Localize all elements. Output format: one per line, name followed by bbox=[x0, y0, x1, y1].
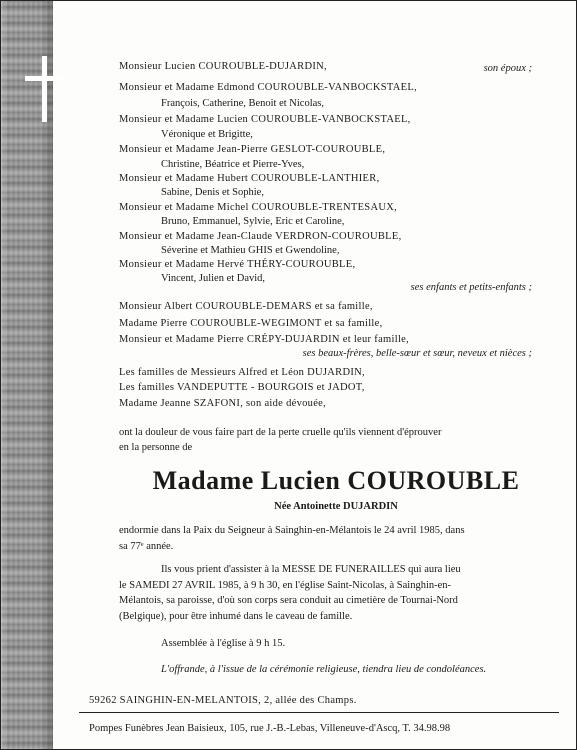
family-line: Séverine et Mathieu GHIS et Gwendoline, bbox=[161, 245, 340, 256]
maiden-name: Née Antoinette DUJARDIN bbox=[274, 501, 398, 512]
funeral-text: Mélantois, sa paroisse, d'où son corps sera conduit au cimetière de Tournai-Nord bbox=[119, 595, 458, 606]
relation-label: son époux ; bbox=[483, 63, 532, 74]
relation-label: ses beaux-frères, belle-sœur et sœur, neveux et nièces ; bbox=[302, 348, 532, 359]
family-line: Monsieur Lucien COUROUBLE-DUJARDIN, bbox=[119, 61, 327, 72]
relation-label: ses enfants et petits-enfants ; bbox=[410, 282, 532, 293]
funeral-text: le SAMEDI 27 AVRIL 1985, à 9 h 30, en l'église Saint-Nicolas, à Sainghin-en- bbox=[119, 580, 452, 591]
family-line: Monsieur et Madame Jean-Claude VERDRON-COUROUBLE, bbox=[119, 231, 402, 242]
family-address: 59262 SAINGHIN-EN-MELANTOIS, 2, allée des Champs. bbox=[89, 695, 357, 706]
funeral-text: Ils vous prient d'assister à la MESSE DE FUNERAILLES qui aura lieu bbox=[161, 564, 461, 575]
assembly-text: Assemblée à l'église à 9 h 15. bbox=[161, 638, 286, 649]
announcement-text: ont la douleur de vous faire part de la perte cruelle qu'ils viennent d'éprouver bbox=[119, 427, 442, 438]
family-line: Monsieur et Madame Pierre CRÉPY-DUJARDIN et leur famille, bbox=[119, 334, 410, 345]
family-line: Madame Pierre COUROUBLE-WEGIMONT et sa famille, bbox=[119, 318, 383, 329]
family-line: Monsieur et Madame Hervé THÉRY-COUROUBLE, bbox=[119, 259, 356, 270]
family-line: Bruno, Emmanuel, Sylvie, Eric et Caroline, bbox=[161, 216, 345, 227]
family-line: Monsieur et Madame Jean-Pierre GESLOT-COUROUBLE, bbox=[119, 144, 386, 155]
death-text: endormie dans la Paix du Seigneur à Sainghin-en-Mélantois le 24 avril 1985, dans bbox=[119, 525, 465, 536]
family-line: Les familles de Messieurs Alfred et Léon DUJARDIN, bbox=[119, 367, 365, 378]
family-line: Monsieur et Madame Lucien COUROUBLE-VANBOCKSTAEL, bbox=[119, 114, 411, 125]
family-line: Sabine, Denis et Sophie, bbox=[161, 187, 264, 198]
family-line: François, Catherine, Benoit et Nicolas, bbox=[161, 98, 325, 109]
offering-text: L'offrande, à l'issue de la cérémonie religieuse, tiendra lieu de condoléances. bbox=[161, 664, 487, 675]
footer-divider bbox=[79, 712, 559, 713]
deceased-name: Madame Lucien COUROUBLE bbox=[152, 466, 520, 495]
funeral-home-footer: Pompes Funèbres Jean Baisieux, 105, rue J.-B.-Lebas, Villeneuve-d'Ascq, T. 34.98.98 bbox=[89, 723, 451, 734]
announcement-text: en la personne de bbox=[119, 442, 193, 453]
family-line: Monsieur Albert COUROUBLE-DEMARS et sa famille, bbox=[119, 301, 373, 312]
family-line: Vincent, Julien et David, bbox=[161, 273, 266, 284]
family-line: Monsieur et Madame Michel COUROUBLE-TRENTESAUX, bbox=[119, 202, 398, 213]
family-line: Monsieur et Madame Hubert COUROUBLE-LANTHIER, bbox=[119, 173, 380, 184]
funeral-text: (Belgique), pour être inhumé dans le caveau de famille. bbox=[119, 611, 353, 622]
family-line: Monsieur et Madame Edmond COUROUBLE-VANBOCKSTAEL, bbox=[119, 82, 418, 93]
death-text: sa 77ᵉ année. bbox=[119, 541, 174, 552]
cross-icon bbox=[25, 56, 65, 126]
family-line: Christine, Béatrice et Pierre-Yves, bbox=[161, 159, 305, 170]
family-line: Les familles VANDEPUTTE - BOURGOIS et JADOT, bbox=[119, 382, 365, 393]
family-line: Véronique et Brigitte, bbox=[161, 129, 253, 140]
family-line: Madame Jeanne SZAFONI, son aide dévouée, bbox=[119, 398, 327, 409]
